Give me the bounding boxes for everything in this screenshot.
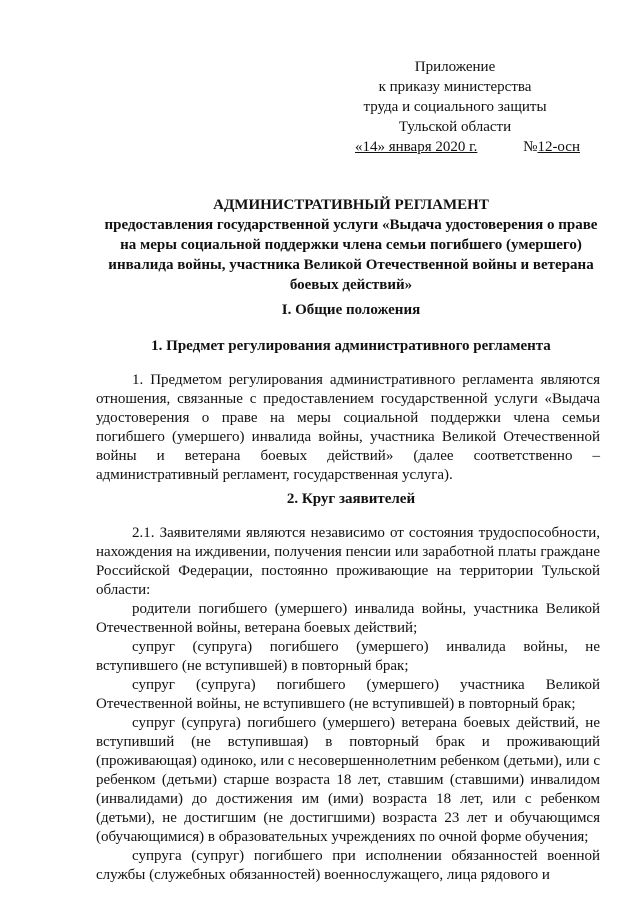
appendix-line-1: Приложение — [414, 59, 496, 75]
applicants-paragraph: родители погибшего (умершего) инвалида войны, участника Великой Отечественной войны, ветерана боевых действий; — [96, 601, 600, 636]
applicants-paragraph: супруга (супруг) погибшего при исполнении обязанностей военной службы (служебных обязанностей) военнослужащего, лица рядового и — [96, 848, 600, 883]
applicants-paragraph-block — [96, 524, 600, 885]
appendix-line-3: труда и социального защиты — [363, 99, 547, 115]
appendix-line-2: к приказу министерства — [378, 79, 532, 95]
date-rest: » января 2020 г. — [377, 139, 478, 155]
date-day: 14 — [362, 139, 378, 155]
appendix-line-4: Тульской области — [398, 119, 512, 135]
appendix-date-line — [330, 137, 580, 157]
regulation-title — [96, 195, 606, 295]
subject-paragraph-block — [96, 371, 600, 485]
applicants-paragraph: супруг (супруга) погибшего (умершего) ветерана боевых действий, не вступивший (не вступившая) в повторный брак и проживающий (проживающая) одиноко, или с несовершеннолетним ребенком (детьми), или с ребенком (детьми) старше возраста 18 лет, ставшим (ставшими) инвалидом (инвалидами) до достижения им (ими) возраста 18 лет, или с ребенком (детьми), не достигшим (не достигшими) возраста 23 лет и обучающимся (обучающимися) в образовательных учреждениях по очной форме обучения; — [96, 715, 600, 845]
applicants-paragraph: супруг (супруга) погибшего (умершего) участника Великой Отечественной войны, не вступившего (не вступившей) в повторный брак; — [96, 677, 600, 712]
applicants-paragraph: супруг (супруга) погибшего (умершего) инвалида войны, не вступившего (не вступившей) в повторный брак; — [96, 639, 600, 674]
subsection-heading-subject: 1. Предмет регулирования административного регламента — [151, 338, 551, 354]
subject-paragraph: 1. Предметом регулирования административного регламента являются отношения, связанные с предоставлением государственной услуги «Выдача удостоверения о праве на меры социальной поддержки члена семьи погибшего (умершего) инвалида войны, участника Великой Отечественной войны и ветерана боевых действий» (далее соответственно – административный регламент, государственная услуга). — [96, 372, 600, 483]
order-number — [523, 137, 580, 157]
appendix-block — [330, 57, 580, 157]
section-heading-general: I. Общие положения — [281, 302, 421, 318]
date-prefix: « — [355, 139, 363, 155]
title-subtitle: предоставления государственной услуги «Выдача удостоверения о праве на меры социальной поддержки члена семьи погибшего (умершего) инвалида войны, участника Великой Отечественной войны и ветерана боевых действий» — [104, 217, 598, 293]
subsection-heading-applicants: 2. Круг заявителей — [286, 491, 416, 507]
title-main: АДМИНИСТРАТИВНЫЙ РЕГЛАМЕНТ — [213, 197, 489, 213]
number-prefix: № — [523, 139, 538, 155]
number-value: 12-осн — [537, 139, 580, 155]
order-date — [355, 137, 477, 157]
applicants-paragraph: 2.1. Заявителями являются независимо от состояния трудоспособности, нахождения на иждивении, получения пенсии или заработной платы граждане Российской Федерации, постоянно проживающие на территории Тульской области: — [96, 525, 600, 598]
